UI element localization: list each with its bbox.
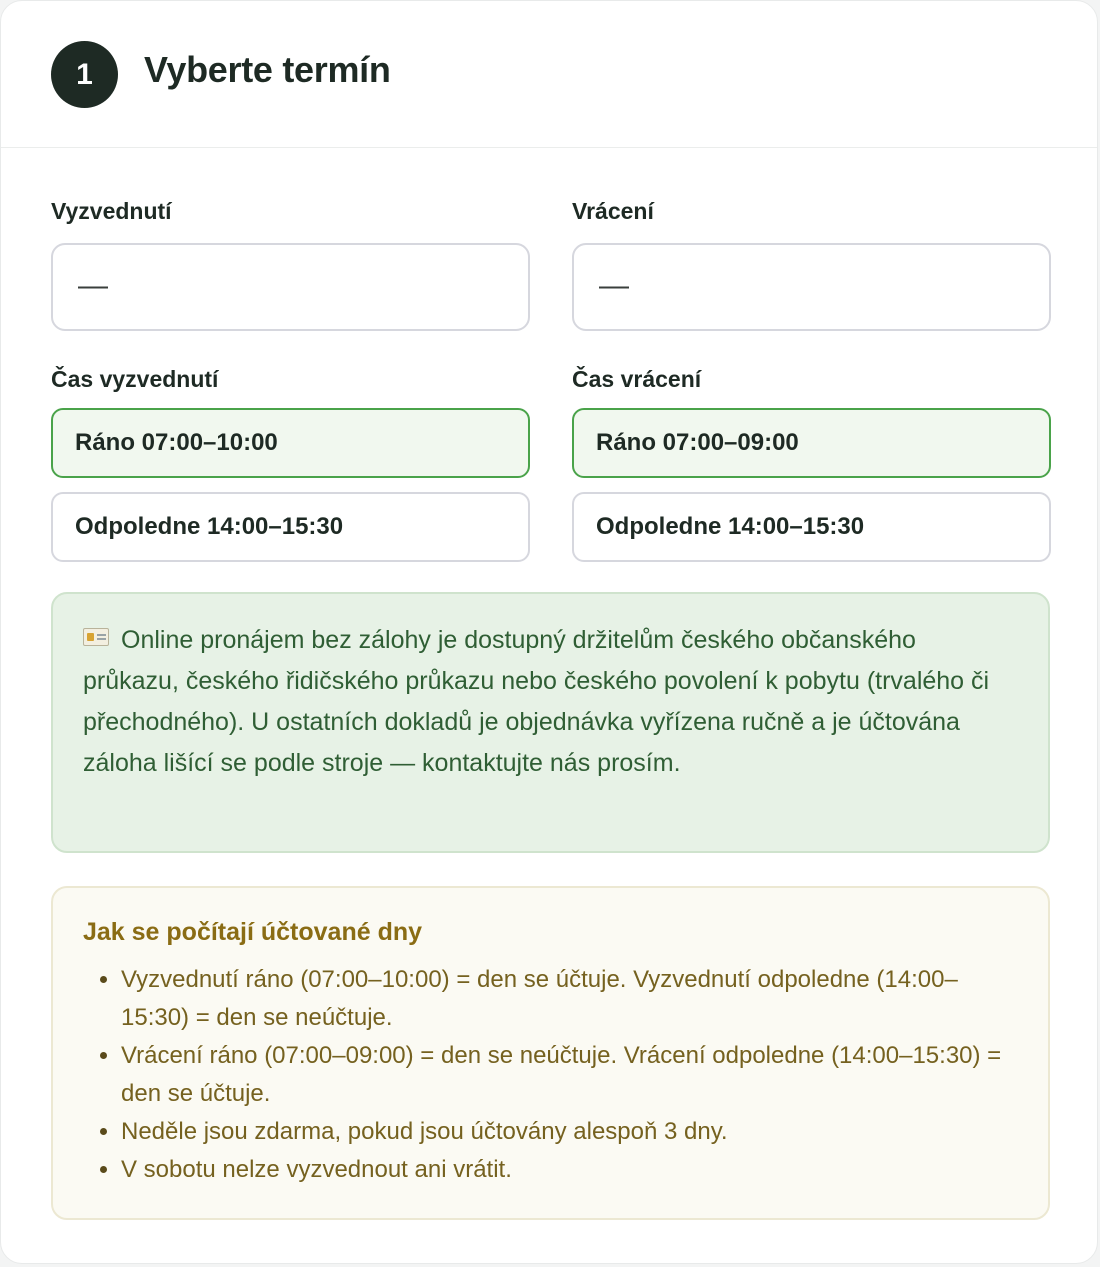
return-slot-afternoon[interactable]: Odpoledne 14:00–15:30 (572, 492, 1051, 562)
step-number-badge: 1 (51, 41, 118, 108)
pickup-time-label: Čas vyzvednutí (51, 366, 219, 392)
list-item: • Neděle jsou zdarma, pokud jsou účtovány alespoň 3 dny. (121, 1113, 1018, 1151)
return-date-field[interactable] (572, 243, 1051, 331)
billing-rules-box (51, 886, 1050, 1220)
pickup-slot-morning[interactable]: Ráno 07:00–10:00 (51, 408, 530, 478)
list-item: • Vyzvednutí ráno (07:00–10:00) = den se účtuje. Vyzvednutí odpoledne (14:00–15:30) = den se neúčtuje. (121, 961, 1018, 1037)
list-item: • V sobotu nelze vyzvednout ani vrátit. (121, 1151, 1018, 1189)
return-time-label: Čas vrácení (572, 366, 702, 392)
pickup-date-label: Vyzvednutí (51, 198, 172, 224)
billing-rules-list (83, 961, 1018, 1189)
return-date-value: — (599, 269, 629, 302)
pickup-slot-afternoon[interactable]: Odpoledne 14:00–15:30 (51, 492, 530, 562)
pickup-date-field[interactable] (51, 243, 530, 331)
pickup-date-value: — (78, 269, 108, 302)
deposit-info-text: Online pronájem bez zálohy je dostupný držitelům českého občanského průkazu, českého řidičského průkazu nebo českého povolení k pobytu (trvalého či přechodného). U ostatních dokladů je objednávka vyřízena ručně a je účtována záloha lišící se podle stroje — kontaktujte nás prosím. (83, 626, 990, 777)
list-item: • Vrácení ráno (07:00–09:00) = den se neúčtuje. Vrácení odpoledne (14:00–15:30) = den se účtuje. (121, 1037, 1018, 1113)
id-card-icon (83, 628, 109, 646)
return-slot-morning[interactable]: Ráno 07:00–09:00 (572, 408, 1051, 478)
billing-rules-title: Jak se počítají účtované dny (83, 918, 423, 946)
step-header (1, 1, 1097, 148)
return-date-label: Vrácení (572, 198, 654, 224)
deposit-info-box (51, 592, 1050, 853)
step-title: Vyberte termín (144, 49, 391, 90)
